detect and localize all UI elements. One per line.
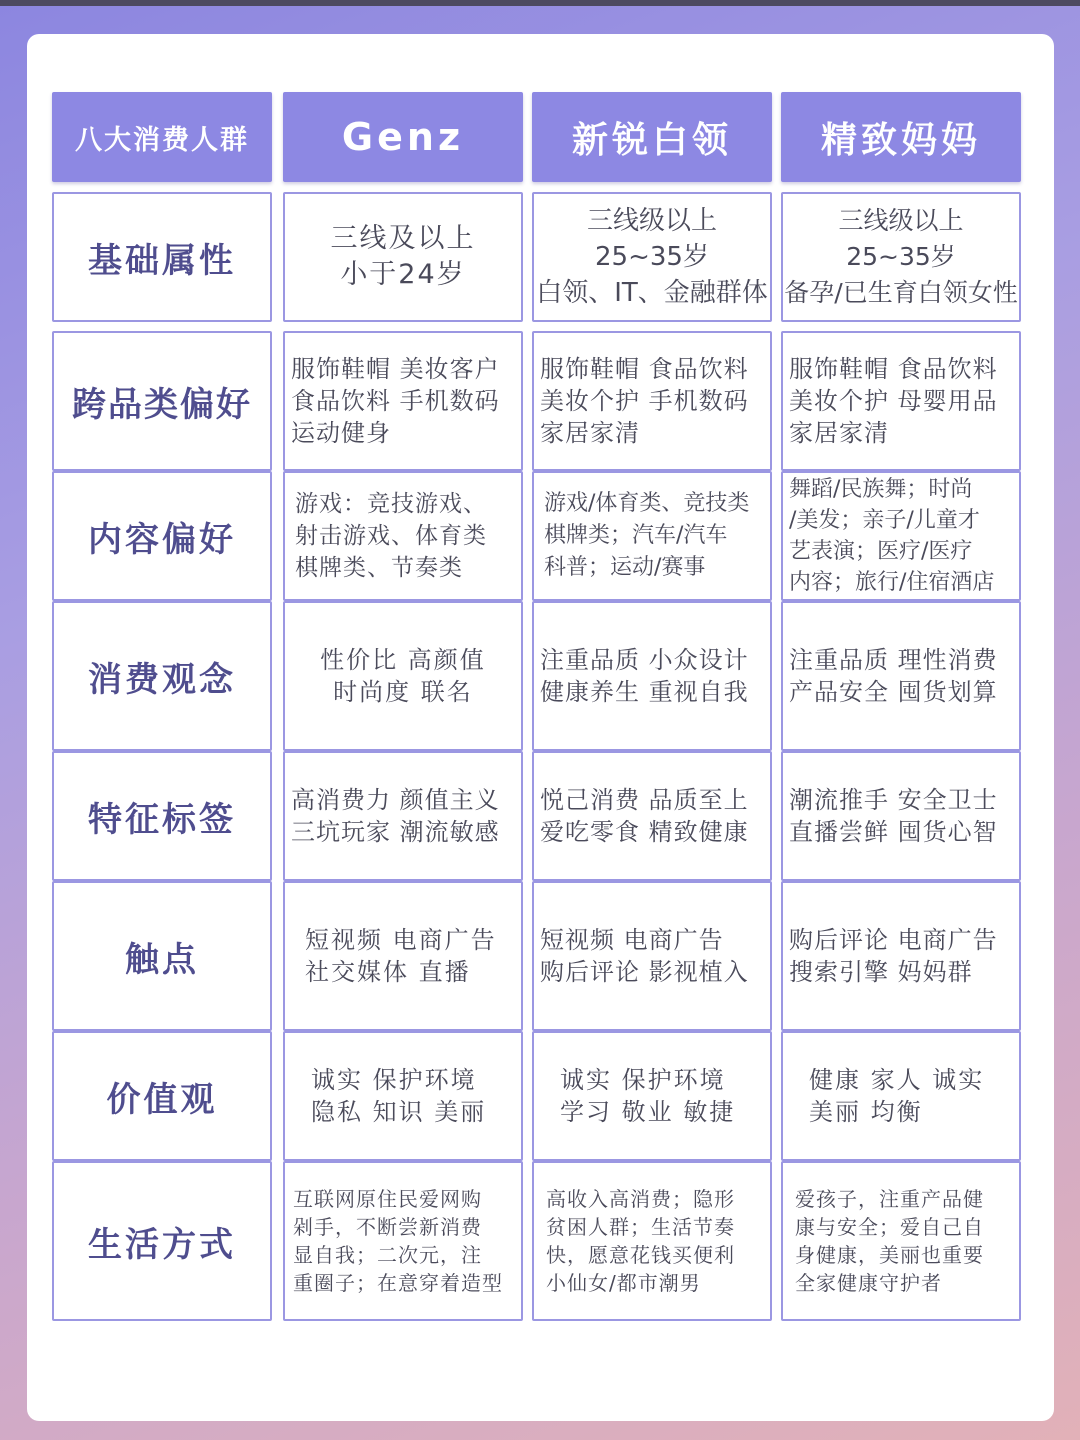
cell-concept-white-collar: 注重品质 小众设计 健康养生 重视自我 [532, 601, 772, 751]
cell-concept-genz: 性价比 高颜值 时尚度 联名 [283, 601, 523, 751]
cell-values-white-collar: 诚实 保护环境 学习 敬业 敏捷 [532, 1031, 772, 1161]
header-genz: Genz [283, 92, 523, 182]
cell-lifestyle-white-collar: 高收入高消费；隐形 贫困人群；生活节奏 快，愿意花钱买便利 小仙女/都市潮男 [532, 1161, 772, 1321]
cell-content-genz: 游戏：竞技游戏、 射击游戏、体育类 棋牌类、节奏类 [283, 471, 523, 601]
cell-touch-genz: 短视频 电商广告 社交媒体 直播 [283, 881, 523, 1031]
cell-category-mom: 服饰鞋帽 食品饮料 美妆个护 母婴用品 家居家清 [781, 331, 1021, 471]
table-card [27, 34, 1054, 1421]
cell-content-white-collar: 游戏/体育类、竞技类 棋牌类；汽车/汽车 科普；运动/赛事 [532, 471, 772, 601]
cell-touch-mom: 购后评论 电商广告 搜索引擎 妈妈群 [781, 881, 1021, 1031]
cell-lifestyle-mom: 爱孩子，注重产品健 康与安全；爱自己自 身健康，美丽也重要 全家健康守护者 [781, 1161, 1021, 1321]
cell-values-mom: 健康 家人 诚实 美丽 均衡 [781, 1031, 1021, 1161]
cell-content-mom: 舞蹈/民族舞；时尚 /美发；亲子/儿童才 艺表演；医疗/医疗 内容；旅行/住宿酒店 [781, 471, 1021, 601]
cell-category-white-collar: 服饰鞋帽 食品饮料 美妆个护 手机数码 家居家清 [532, 331, 772, 471]
row-label-values: 价值观 [52, 1031, 272, 1161]
cell-category-genz: 服饰鞋帽 美妆客户 食品饮料 手机数码 运动健身 [283, 331, 523, 471]
cell-tags-white-collar: 悦己消费 品质至上 爱吃零食 精致健康 [532, 751, 772, 881]
cell-basic-genz: 三线及以上 小于24岁 [283, 192, 523, 322]
cell-touch-white-collar: 短视频 电商广告 购后评论 影视植入 [532, 881, 772, 1031]
cell-basic-mom: 三线级以上 25~35岁 备孕/已生育白领女性 [781, 192, 1021, 322]
row-label-content-preference: 内容偏好 [52, 471, 272, 601]
header-refined-mom: 精致妈妈 [781, 92, 1021, 182]
header-label-col: 八大消费人群 [52, 92, 272, 182]
cell-concept-mom: 注重品质 理性消费 产品安全 囤货划算 [781, 601, 1021, 751]
row-label-feature-tags: 特征标签 [52, 751, 272, 881]
cell-tags-genz: 高消费力 颜值主义 三坑玩家 潮流敏感 [283, 751, 523, 881]
row-label-basic-attributes: 基础属性 [52, 192, 272, 322]
top-bar [0, 0, 1080, 6]
row-label-touchpoints: 触点 [52, 881, 272, 1031]
cell-lifestyle-genz: 互联网原住民爱网购 剁手，不断尝新消费 显自我；二次元，注 重圈子；在意穿着造型 [283, 1161, 523, 1321]
row-label-lifestyle: 生活方式 [52, 1161, 272, 1321]
header-new-white-collar: 新锐白领 [532, 92, 772, 182]
row-label-consumption-concept: 消费观念 [52, 601, 272, 751]
cell-basic-white-collar: 三线级以上 25~35岁 白领、IT、金融群体 [532, 192, 772, 322]
cell-tags-mom: 潮流推手 安全卫士 直播尝鲜 囤货心智 [781, 751, 1021, 881]
row-label-category-preference: 跨品类偏好 [52, 331, 272, 471]
cell-values-genz: 诚实 保护环境 隐私 知识 美丽 [283, 1031, 523, 1161]
